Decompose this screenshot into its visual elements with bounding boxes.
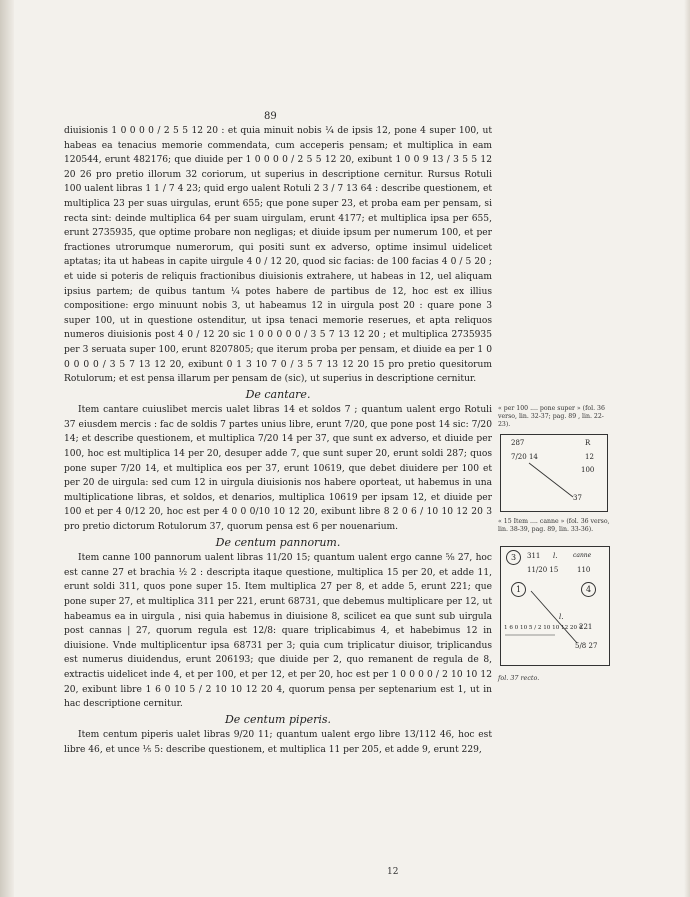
main-text-block bbox=[64, 124, 492, 758]
circle-3: 3 bbox=[506, 550, 521, 565]
folio-note: fol. 37 recto. bbox=[498, 674, 540, 682]
box2-110: 110 bbox=[577, 566, 591, 574]
box1-12: 12 bbox=[585, 453, 594, 461]
box1-fraction: 7/20 14 bbox=[511, 453, 538, 461]
box1-100: 100 bbox=[581, 466, 595, 474]
margin-note-2: « 15 Item .... canne » (fol. 36 verso, lin. 38-39, pag. 89, lin. 33-36). bbox=[498, 518, 610, 533]
box1-287: 287 bbox=[511, 439, 525, 447]
margin-note-1: « per 100 .... pone super » (fol. 36 verso, lin. 32-37; pag. 89 , lin. 22-23). bbox=[498, 405, 605, 428]
box2-311: 311 bbox=[527, 552, 541, 560]
box2-fraction-15: 11/20 15 bbox=[527, 566, 559, 574]
book-gutter bbox=[0, 0, 14, 897]
paragraph-1: diuisionis 1 0 0 0 0 / 2 5 5 12 20 : et quia minuit nobis ¼ de ipsis 12, pone 4 super 100, ut habeas ea tenacius memorie commendata, cum acceperis pensam; et multiplica in eam 120544, erunt 482176; que diuide per 1 0 0 0 0 / 2 5 5 12 20, exibunt 1 0 0 9 13 / 3 5 5 12 20 26 pro pretio illorum 32 coriorum, ut superius in descriptione cernitur. Rursus Rotuli 100 ualent libras 1 1 / 7 4 23; quid ergo ualent Rotuli 2 3 / 7 13 64 : describe questionem, et multiplica 23 per suas uirgulas, erunt 655; que pone super 23, et proba eam per pensam, si recta sint: deinde multiplica 64 per suam uirgulam, erunt 4177; et multiplica ipsa per 655, erunt 2735935, que optime probare non negligas; et diuide ipsum per numerum 100, et per fractiones utrorumque numerorum, qui positi sunt ex adverso, optime insimul uidelicet aptatas; ita ut habeas in capite uirgule 4 0 / 12 20, quod sic facias: de 100 facias 4 0 / 5 20 ; et uide si poteris de reliquis fractionibus diuisionis extrahere, ut habeas in 12, uel aliquam ipsius partem; de quibus tantum ¼ potes habere de partibus de 12, hoc est ex illius compositione: ergo minuunt nobis 3, ut habeamus 12 in uirgula post 20 : quare pone 3 super 100, ut in questione ostenditur, ut ipsa tenaci memorie reserues, et apta reliquos numeros diuisionis post 4 0 / 12 20 sic 1 0 0 0 0 0 / 3 5 7 13 12 20 ; et multiplica 2735935 per 3 seruata super 100, erunt 8207805; que iterum proba per pensam, et diuide ea per 1 0 0 0 0 0 / 3 5 7 13 12 20, exibunt 0 1 3 10 7 0 / 3 5 7 13 12 20 15 pro pretio quesitorum Rotulorum; et est pensa illarum per pensam de (sic), ut superius in descriptione cernitur. bbox=[64, 126, 492, 385]
box1-r: R bbox=[585, 439, 591, 447]
circle-4: 4 bbox=[581, 582, 596, 597]
circle-1: 1 bbox=[511, 582, 526, 597]
box2-bottom-fraction: 1 6 0 10 5 / 2 10 10 12 20 4 bbox=[504, 625, 583, 631]
calculation-box-2 bbox=[500, 546, 610, 666]
calculation-box-1 bbox=[500, 434, 608, 512]
box2-canne: canne bbox=[573, 552, 592, 559]
box2-l1: l. bbox=[553, 552, 558, 560]
page-number: 89 bbox=[264, 111, 277, 122]
heading-de-cantare: De cantare. bbox=[245, 387, 311, 401]
page-edge bbox=[684, 0, 690, 897]
box2-l2: l. bbox=[559, 613, 564, 621]
heading-de-centum-piperis: De centum piperis. bbox=[224, 712, 332, 726]
box2-221: 221 bbox=[579, 623, 593, 631]
paragraph-4: Item centum piperis ualet libras 9/20 11; quantum ualent ergo libre 13/112 46, hoc est libre 46, et unce ⅕ 5: describe questionem, et multiplica 11 per 205, et adde 9, erunt 229, bbox=[64, 730, 492, 755]
paragraph-3: Item canne 100 pannorum ualent libras 11/20 15; quantum ualent ergo canne ⅝ 27, hoc est canne 27 et brachia ½ 2 : descripta itaque questione, multiplica 15 per 20, et adde 11, erunt soldi 311, quos pone super 15. Item multiplica 27 per 8, et adde 5, erunt 221; que pone super 27, et multiplica 311 per 221, erunt 68731, que debemus multiplicare per 12, ut habeamus ea in uirgula , nisi quia habemus in diuisione 8, scilicet ea que sunt sub uirgula post cannas | 27, quorum regula est 12/8: quare triplicabimus 4, et habebimus 12 in diuisione. Vnde multiplicentur ipsa 68731 per 3; quia cum triplicatur diuisor, triplicandus est numerus diuidendus, erunt 206193; que diuide per 2, quo remanent de regula de 8, extractis uidelicet inde 4, et per 100, et per 12, et per 20, hoc est per 1 0 0 0 0 / 2 10 10 12 20, exibunt libre 1 6 0 10 5 / 2 10 10 12 20 4, quorum pensa per septenarium est 1, ut in hac descriptione cernitur. bbox=[64, 553, 492, 710]
box1-37: 37 bbox=[573, 494, 582, 502]
page-footer-number: 12 bbox=[387, 867, 399, 877]
paragraph-2: Item cantare cuiuslibet mercis ualet libras 14 et soldos 7 ; quantum ualent ergo Rotuli 37 eiusdem mercis : fac de soldis 7 partes unius libre, erunt 7/20, que pone post 14 sic: 7/20 14; et describe questionem, et multiplica 7/20 14 per 37, que sunt ex adverso, et diuide per 100, hoc est multiplica 14 per 20, desuper adde 7, que sunt super 20, erunt soldi 287; quos pone super 7/20 14, et multiplica eos per 37, erunt 10619, que debet diuidere per 100 et per 20 de uirgula: sed cum 12 in uirgula diuisionis nos habere oporteat, ut habemus in una multiplicatione libras, et soldos, et denarios, multiplica 10619 per ipsam 12, et diuide per 100 et per 4 0/12 20, hoc est per 4 0 0 0/10 10 12 20, exibunt libre 8 2 0 6 / 10 10 12 20 3 pro pretio dictorum Rotulorum 37, quorum pensa est 6 per nouenarium. bbox=[64, 405, 492, 533]
box2-27: 5/8 27 bbox=[575, 642, 598, 650]
heading-de-centum-pannorum: De centum pannorum. bbox=[215, 535, 341, 549]
